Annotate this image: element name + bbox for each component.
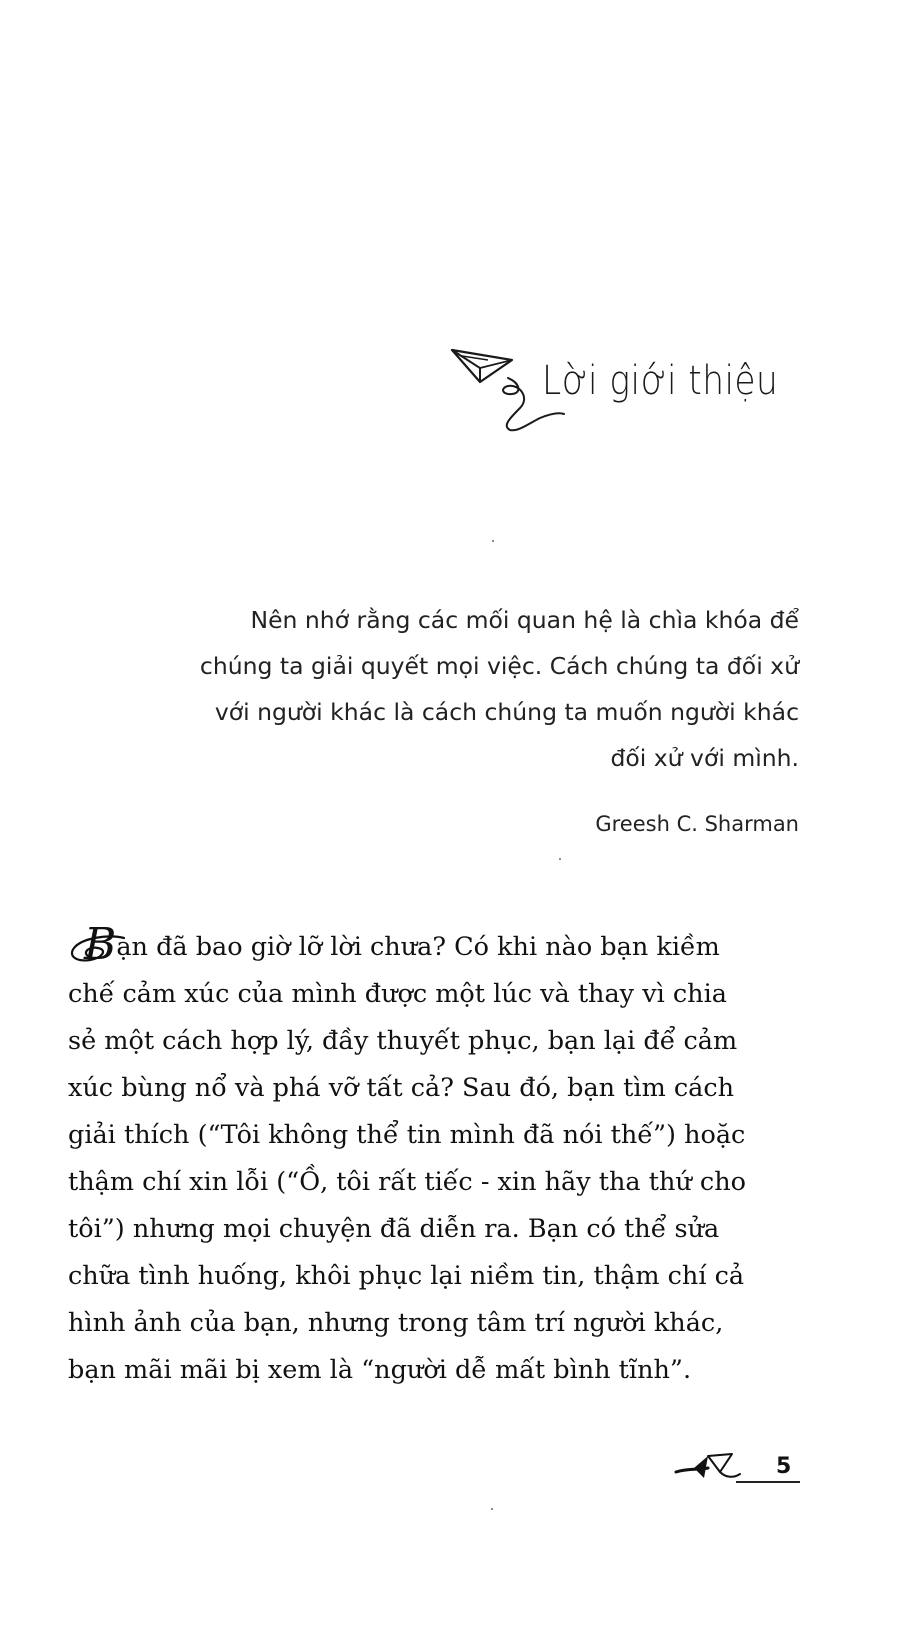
- body-line: thậm chí xin lỗi (“Ồ, tôi rất tiếc - xin hãy tha thứ cho: [68, 1167, 746, 1197]
- quote-line: với người khác là cách chúng ta muốn người khác: [214, 698, 799, 726]
- body-line: chữa tình huống, khôi phục lại niềm tin, thậm chí cả: [68, 1261, 745, 1291]
- drop-cap: B: [84, 919, 117, 970]
- chapter-title: Lời giới thiệu: [542, 358, 779, 404]
- quote-line: Nên nhớ rằng các mối quan hệ là chìa khóa để: [250, 606, 799, 634]
- footer-rule: [736, 1481, 800, 1483]
- body-line: xúc bùng nổ và phá vỡ tất cả? Sau đó, bạn tìm cách: [68, 1073, 735, 1103]
- scan-speck: [492, 540, 494, 542]
- page-footer: [674, 1448, 804, 1488]
- body-first-line: ạn đã bao giờ lỡ lời chưa? Có khi nào bạn kiềm: [116, 932, 720, 962]
- body-line: chế cảm xúc của mình được một lúc và thay vì chia: [68, 979, 727, 1009]
- scan-speck: [491, 1508, 493, 1510]
- chapter-heading: [450, 338, 830, 438]
- scan-speck: [559, 858, 561, 860]
- page-number: 5: [776, 1454, 792, 1479]
- body-line: [68, 919, 828, 971]
- body-paragraph: [68, 919, 828, 1394]
- body-line: bạn mãi mãi bị xem là “người dễ mất bình tĩnh”.: [68, 1355, 692, 1385]
- body-line: sẻ một cách hợp lý, đầy thuyết phục, bạn lại để cảm: [68, 1026, 738, 1056]
- quote-line: đối xử với mình.: [610, 744, 799, 772]
- epigraph-quote: [159, 597, 799, 781]
- body-line: hình ảnh của bạn, nhưng trong tâm trí người khác,: [68, 1308, 724, 1338]
- body-line: giải thích (“Tôi không thể tin mình đã nói thế”) hoặc: [68, 1120, 746, 1150]
- quote-author: Greesh C. Sharman: [595, 812, 799, 836]
- body-line: tôi”) nhưng mọi chuyện đã diễn ra. Bạn có thể sửa: [68, 1214, 720, 1244]
- quote-line: chúng ta giải quyết mọi việc. Cách chúng ta đối xử: [199, 652, 799, 680]
